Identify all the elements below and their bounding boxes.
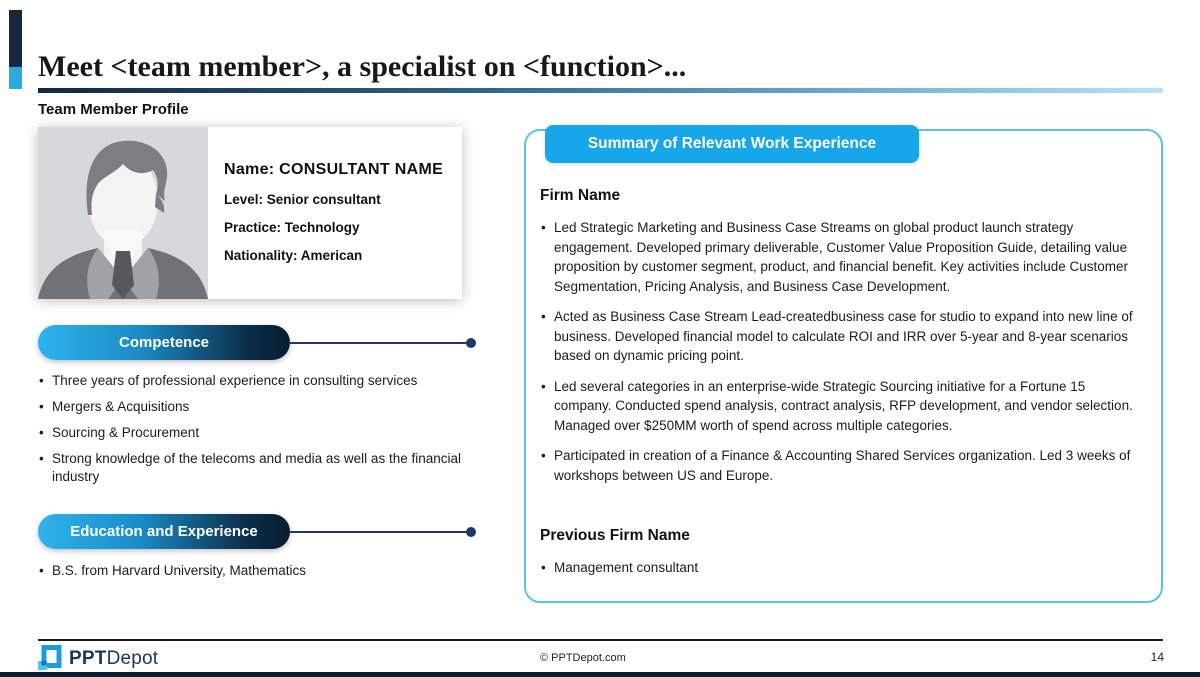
firm-bullet: • Led several categories in an enterprise-wide Strategic Sourcing initiative for a Fortune 15 company. Conducted spend analysis, contract analysis, RFP development, and vendor selection. Managed over $250MM worth of spend across multiple categories.	[540, 377, 1141, 436]
logo-text-depot: Depot	[106, 647, 159, 669]
consultant-practice-line: Practice: Technology	[224, 220, 360, 235]
top-left-blue-accent-square	[9, 67, 22, 89]
pptdepot-logo	[38, 645, 158, 672]
education-connector-line	[289, 531, 472, 533]
work-experience-panel	[524, 129, 1163, 603]
consultant-details	[208, 127, 443, 299]
title-underline-gradient	[38, 88, 1163, 93]
previous-firm-heading: Previous Firm Name	[540, 527, 690, 544]
consultant-name-line: Name: CONSULTANT NAME	[224, 161, 444, 178]
competence-bullet: • Strong knowledge of the telecoms and media as well as the financial industry	[38, 450, 476, 486]
pptdepot-logo-icon	[38, 645, 62, 672]
education-connector-dot	[466, 527, 476, 537]
competence-pill-header: Competence	[38, 325, 290, 360]
competence-bullet: • Sourcing & Procurement	[38, 424, 476, 442]
avatar-silhouette-image	[38, 127, 208, 299]
education-pill-header: Education and Experience	[38, 514, 290, 549]
previous-firm-bullet: • Management consultant	[540, 558, 1141, 578]
firm-name-heading: Firm Name	[540, 187, 621, 204]
pptdepot-logo-text	[69, 648, 158, 670]
firm-bullet-list	[540, 218, 1141, 485]
top-left-navy-accent-bar	[9, 10, 22, 67]
competence-bullet: • Three years of professional experience in consulting services	[38, 372, 476, 390]
competence-connector-dot	[466, 338, 476, 348]
team-member-profile-card	[38, 127, 462, 299]
footer-copyright: © PPTDepot.com	[540, 652, 626, 664]
consultant-level-line: Level: Senior consultant	[224, 192, 381, 207]
section-heading: Team Member Profile	[38, 101, 189, 118]
consultant-nationality-line: Nationality: American	[224, 248, 363, 263]
education-bullet-list	[38, 562, 476, 588]
work-experience-content	[526, 131, 1161, 578]
previous-firm-bullet-list	[540, 558, 1141, 578]
competence-bullet-list	[38, 372, 476, 494]
slide-title: Meet <team member>, a specialist on <function>...	[38, 50, 687, 83]
footer-divider-line	[38, 639, 1163, 641]
bottom-edge-bar	[0, 672, 1200, 677]
firm-bullet: • Led Strategic Marketing and Business Case Streams on global product launch strategy engagement. Developed primary deliverable, Customer Value Proposition Guide, detailing value proposition by customer segment, product, and financial benefit. Key activities include Customer Segmentation, Pricing Analysis, and Business Case Development.	[540, 218, 1141, 296]
logo-text-ppt: PPT	[69, 647, 107, 669]
firm-bullet: • Participated in creation of a Finance & Accounting Shared Services organization. Led 3 weeks of workshops between US and Europe.	[540, 446, 1141, 485]
education-bullet: • B.S. from Harvard University, Mathematics	[38, 562, 476, 580]
competence-connector-line	[289, 342, 472, 344]
consultant-photo-placeholder	[38, 127, 208, 299]
page-number: 14	[1150, 650, 1164, 664]
competence-bullet: • Mergers & Acquisitions	[38, 398, 476, 416]
firm-bullet: • Acted as Business Case Stream Lead-createdbusiness case for studio to expand into new line of business. Developed financial model to calculate ROI and IRR over 5-year and 8-year scenarios based on dynamic pricing point.	[540, 307, 1141, 366]
work-experience-badge: Summary of Relevant Work Experience	[545, 125, 919, 163]
